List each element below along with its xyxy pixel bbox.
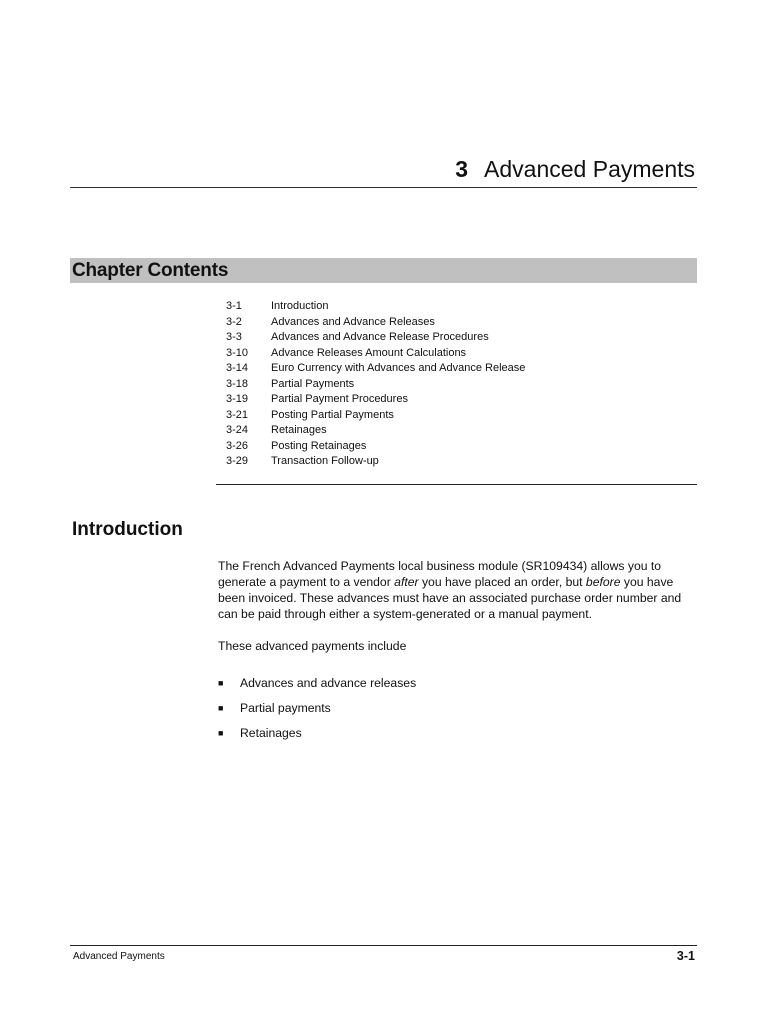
toc-page: 3-2 xyxy=(226,315,242,328)
list-item xyxy=(218,670,416,695)
table-of-contents xyxy=(226,299,525,470)
toc-title: Partial Payment Procedures xyxy=(271,393,408,405)
bullets-lead-in: These advanced payments include xyxy=(218,639,407,653)
list-item xyxy=(218,695,416,720)
chapter-contents-heading: Chapter Contents xyxy=(72,260,229,281)
toc-row[interactable] xyxy=(226,361,525,377)
toc-title: Retainages xyxy=(271,424,327,436)
toc-page: 3-14 xyxy=(226,362,249,374)
toc-title: Introduction xyxy=(271,300,329,312)
toc-row[interactable] xyxy=(226,423,525,439)
toc-page: 3-18 xyxy=(226,377,249,390)
introduction-heading: Introduction xyxy=(72,519,183,540)
toc-title: Advances and Advance Releases xyxy=(271,315,435,328)
toc-page: 3-19 xyxy=(226,393,249,405)
toc-page: 3-29 xyxy=(226,455,249,467)
toc-page: 3-21 xyxy=(226,408,249,421)
footer-rule xyxy=(70,945,697,946)
intro-emphasis-before: before xyxy=(585,575,621,589)
payment-types-list xyxy=(218,670,416,745)
list-item xyxy=(218,720,416,745)
toc-page: 3-26 xyxy=(226,439,249,452)
square-bullet-icon: ■ xyxy=(218,677,224,688)
toc-row[interactable] xyxy=(226,454,525,470)
chapter-contents-bar xyxy=(70,258,697,283)
toc-title: Euro Currency with Advances and Advance Release xyxy=(271,362,526,374)
toc-title: Transaction Follow-up xyxy=(271,455,379,467)
footer-title: Advanced Payments xyxy=(73,951,165,962)
list-item-label: Partial payments xyxy=(240,700,331,715)
toc-row[interactable] xyxy=(226,299,525,315)
list-item-label: Retainages xyxy=(240,725,302,740)
toc-title: Advance Releases Amount Calculations xyxy=(271,346,467,359)
contents-rule xyxy=(216,484,697,485)
toc-title: Partial Payments xyxy=(271,377,355,390)
page-number: 3-1 xyxy=(676,949,695,963)
chapter-name: Advanced Payments xyxy=(484,156,695,182)
list-item-label: Advances and advance releases xyxy=(240,675,417,690)
toc-row[interactable] xyxy=(226,408,525,424)
intro-emphasis-after: after xyxy=(394,575,419,589)
toc-page: 3-24 xyxy=(226,424,249,436)
toc-row[interactable] xyxy=(226,330,525,346)
toc-page: 3-3 xyxy=(226,331,242,343)
toc-row[interactable] xyxy=(226,377,525,393)
intro-text-part: The French Advanced Payments local business module (SR109434) allows you to generate a payment to a vendor xyxy=(218,559,662,589)
toc-row[interactable] xyxy=(226,392,525,408)
toc-row[interactable] xyxy=(226,315,525,331)
introduction-paragraph xyxy=(218,558,698,622)
toc-page: 3-10 xyxy=(226,346,249,359)
toc-title: Advances and Advance Release Procedures xyxy=(271,331,489,343)
square-bullet-icon: ■ xyxy=(218,702,224,713)
square-bullet-icon: ■ xyxy=(218,727,224,738)
toc-title: Posting Partial Payments xyxy=(271,408,394,421)
toc-page: 3-1 xyxy=(226,300,242,312)
chapter-title xyxy=(70,154,695,184)
toc-row[interactable] xyxy=(226,439,525,455)
title-rule xyxy=(70,187,697,188)
chapter-number: 3 xyxy=(455,156,469,182)
toc-title: Posting Retainages xyxy=(271,439,367,452)
intro-text-part: you have placed an order, but xyxy=(418,575,586,589)
intro-text-part: you have been invoiced. These advances must have an associated purchase order number and can be paid through either a system-generated or a manual payment. xyxy=(218,575,682,621)
toc-row[interactable] xyxy=(226,346,525,362)
